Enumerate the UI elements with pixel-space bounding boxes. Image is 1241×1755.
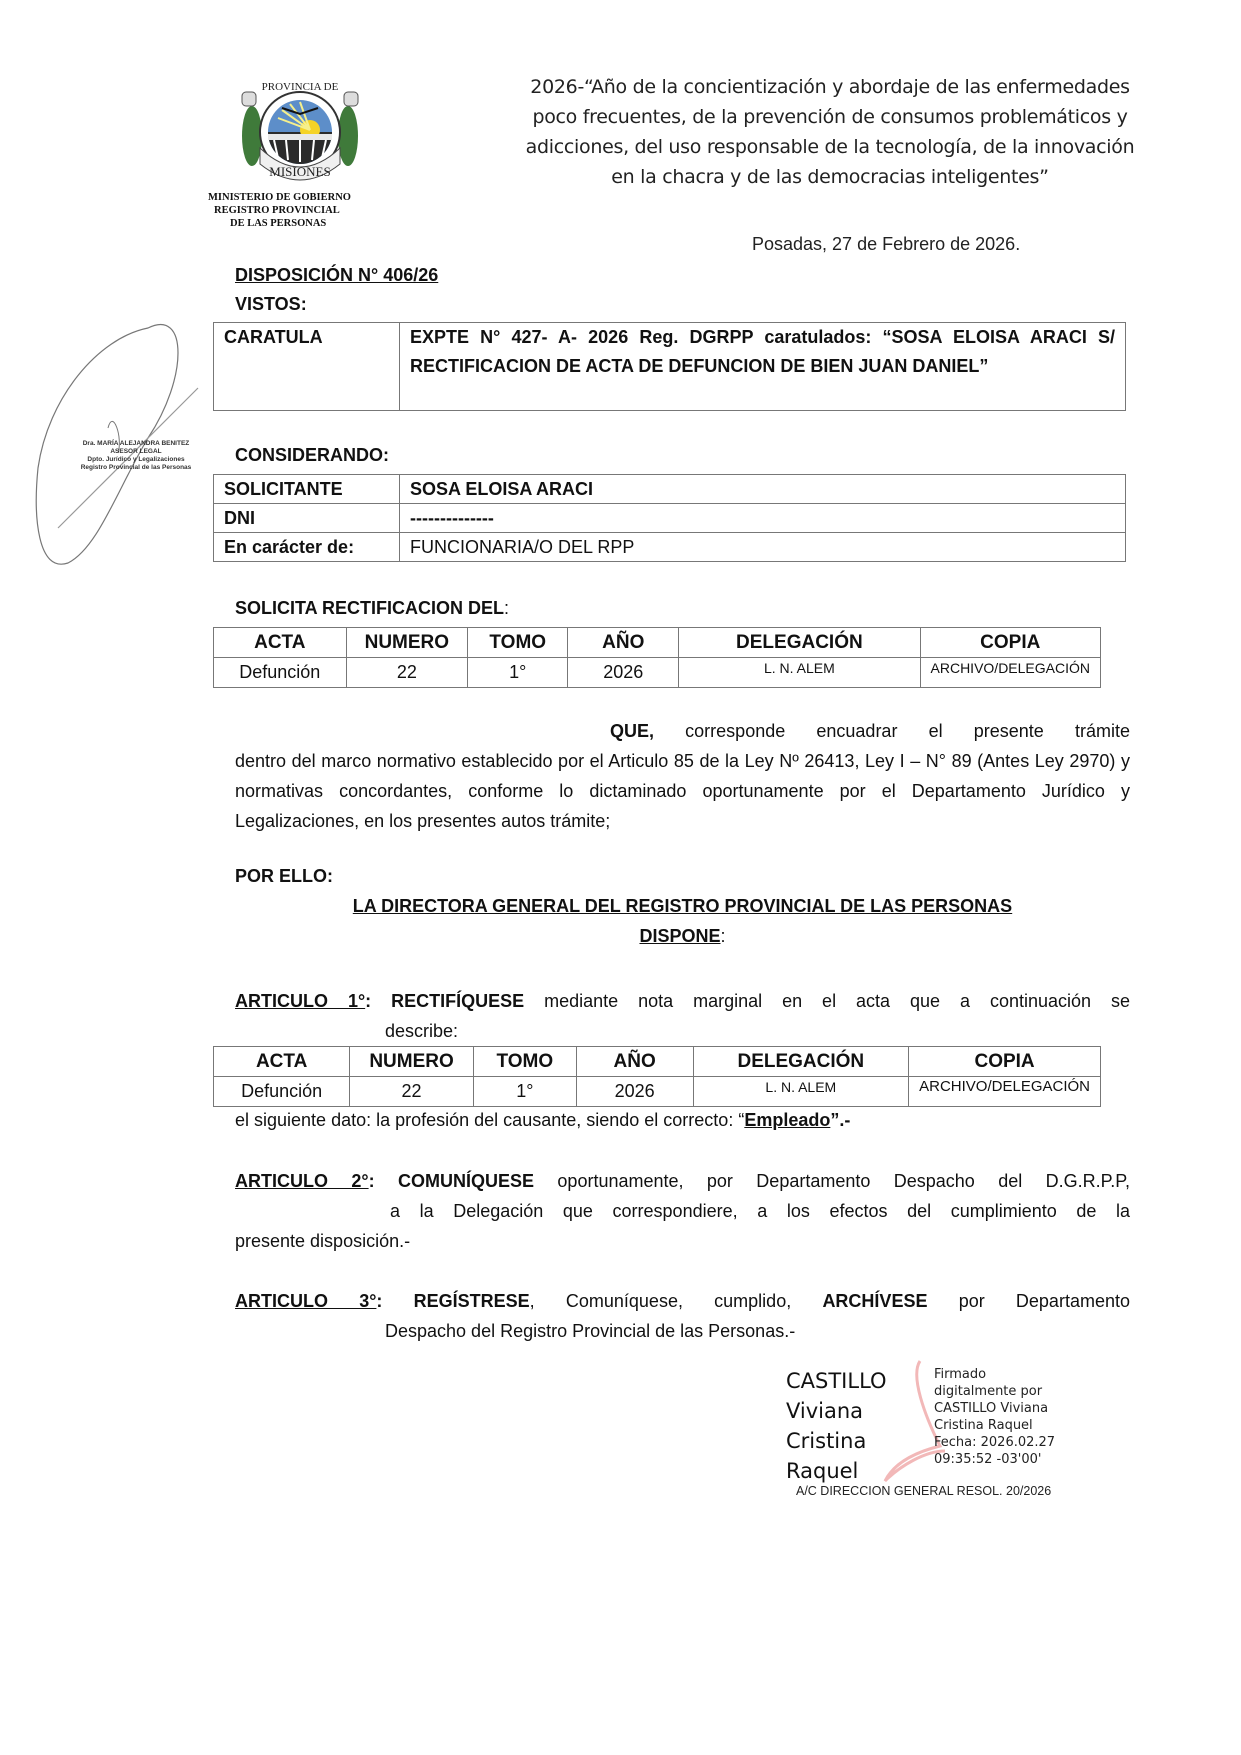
- cell-numero: 22: [346, 658, 468, 688]
- article-2-verb: COMUNÍQUESE: [398, 1171, 535, 1191]
- motto-line: adicciones, del uso responsable de la tecnología, de la innovación: [525, 136, 1135, 158]
- signature-details: [934, 1366, 1055, 1468]
- col-acta: ACTA: [214, 1047, 350, 1077]
- ministry-heading: [208, 191, 398, 230]
- advisor-name: Dra. MARÍA ALEJANDRA BENITEZ: [82, 440, 190, 447]
- signer-name-line: CASTILLO: [786, 1369, 887, 1393]
- disposition-title: DISPOSICIÓN N° 406/26: [235, 265, 439, 285]
- ministry-line-2: REGISTRO PROVINCIAL: [214, 205, 340, 216]
- article-1-label: ARTICULO 1°: [235, 991, 366, 1011]
- cell-tomo: 1°: [473, 1077, 576, 1107]
- dni-value: --------------: [400, 504, 1126, 533]
- article-1-cont: describe:: [385, 1021, 459, 1041]
- article-2-label: ARTICULO 2°: [235, 1171, 369, 1191]
- article-3-cont: Despacho del Registro Provincial de las Personas.-: [385, 1321, 796, 1341]
- article-3-text-b: por Departamento: [958, 1291, 1130, 1311]
- col-copia: COPIA: [920, 628, 1100, 658]
- motto-line: 2026-“Año de la concientización y abordaje de las enfermedades: [530, 76, 1130, 98]
- cell-acta: Defunción: [214, 1077, 350, 1107]
- place-date: Posadas, 27 de Febrero de 2026.: [752, 234, 1021, 254]
- official-year-motto: [520, 72, 1140, 192]
- seal-bottom-text: MISIONES: [269, 164, 331, 179]
- advisor-dept: Dpto. Jurídico y Legalizaciones: [87, 456, 185, 463]
- advisor-registry: Registro Provincial de las Personas: [80, 464, 192, 471]
- vistos-label: VISTOS:: [235, 294, 307, 314]
- signature-detail-line: Cristina Raquel: [934, 1418, 1033, 1433]
- solicitante-value: SOSA ELOISA ARACI: [400, 475, 1126, 504]
- table-row: [214, 475, 1126, 504]
- dato-value: Empleado: [744, 1110, 831, 1130]
- col-delegacion: DELEGACIÓN: [679, 628, 920, 658]
- article-1-verb: RECTIFÍQUESE: [391, 991, 525, 1011]
- motto-line: en la chacra y de las democracias inteligentes”: [611, 166, 1049, 188]
- article-3-verb2: ARCHÍVESE: [822, 1291, 928, 1311]
- table-row: [214, 658, 1101, 688]
- signer-name: [786, 1366, 887, 1486]
- caracter-label: En carácter de:: [214, 533, 400, 562]
- article-3-verb: REGÍSTRESE: [413, 1291, 530, 1311]
- col-ano: AÑO: [568, 628, 679, 658]
- acta-table-rectify: [213, 1046, 1101, 1107]
- col-tomo: TOMO: [468, 628, 568, 658]
- article-2-cont2: presente disposición.-: [235, 1231, 411, 1251]
- table-header-row: [214, 628, 1101, 658]
- signer-name-line: Cristina: [786, 1429, 867, 1453]
- motto-line: poco frecuentes, de la prevención de consumos problemáticos y: [532, 106, 1128, 128]
- col-numero: NUMERO: [346, 628, 468, 658]
- que-lead: QUE,: [610, 721, 655, 741]
- considerando-table: [213, 474, 1126, 562]
- solicitante-label: SOLICITANTE: [214, 475, 400, 504]
- cell-numero: 22: [350, 1077, 474, 1107]
- article-1: ARTICULO 1°: RECTIFÍQUESE mediante nota marginal en el acta que a continuación se describe:: [235, 986, 1130, 1046]
- caratula-table: [213, 322, 1126, 411]
- col-tomo: TOMO: [473, 1047, 576, 1077]
- acta-table-request: [213, 627, 1101, 688]
- article-2: ARTICULO 2°: COMUNÍQUESE oportunamente, por Departamento Despacho del D.G.R.P.P, a la Delegación que correspondiere, a los efectos del cumplimiento de la presente disposición.-: [235, 1166, 1130, 1256]
- caratula-label: CARATULA: [214, 323, 400, 411]
- por-ello: POR ELLO:: [235, 866, 333, 886]
- signer-name-line: Viviana: [786, 1399, 864, 1423]
- col-copia: COPIA: [909, 1047, 1101, 1077]
- directora-heading: LA DIRECTORA GENERAL DEL REGISTRO PROVINCIAL DE LAS PERSONAS: [352, 896, 1013, 916]
- cell-delegacion: L. N. ALEM: [679, 658, 920, 688]
- cell-copia: ARCHIVO/DELEGACIÓN: [920, 658, 1100, 688]
- table-row: [214, 504, 1126, 533]
- signature-resolution: A/C DIRECCION GENERAL RESOL. 20/2026: [796, 1484, 1052, 1498]
- cell-copia: ARCHIVO/DELEGACIÓN: [909, 1077, 1101, 1107]
- article-1-text: mediante nota marginal en el acta que a continuación se: [544, 991, 1130, 1011]
- dispone-label: DISPONE: [639, 926, 721, 946]
- col-acta: ACTA: [214, 628, 347, 658]
- que-body: dentro del marco normativo establecido por el Articulo 85 de la Ley Nº 26413, Ley I – N° 89 (Antes Ley 2970) y normativas concordantes, conforme lo dictaminado oportunamente por el Departamento Jurídico y Legalizaciones, en los presentes autos trámite;: [235, 751, 1130, 831]
- cell-acta: Defunción: [214, 658, 347, 688]
- dato-end: ”.-: [830, 1110, 851, 1130]
- solicita-label: SOLICITA RECTIFICACION DEL: [235, 598, 504, 618]
- seal-top-text: PROVINCIA DE: [261, 81, 339, 93]
- province-seal-logo: [238, 78, 362, 190]
- table-row: [214, 1077, 1101, 1107]
- signature-date: Fecha: 2026.02.27: [934, 1435, 1056, 1450]
- ministry-line-3: DE LAS PERSONAS: [230, 218, 327, 229]
- advisor-title: ASESOR LEGAL: [110, 448, 162, 455]
- que-first-line: corresponde encuadrar el presente trámite: [685, 721, 1130, 741]
- caratula-value: EXPTE N° 427- A- 2026 Reg. DGRPP caratulados: “SOSA ELOISA ARACI S/ RECTIFICACION DE ACTA DE DEFUNCION DE BIEN JUAN DANIEL”: [400, 323, 1126, 411]
- article-2-cont: a la Delegación que correspondiere, a los efectos del cumplimiento de la: [390, 1201, 1130, 1221]
- signature-detail-line: CASTILLO Viviana: [934, 1401, 1049, 1416]
- dispone-heading: DISPONE:: [639, 926, 726, 946]
- signature-detail-line: Firmado: [934, 1367, 987, 1382]
- legal-advisor-signature: [28, 318, 208, 568]
- solicita-heading: SOLICITA RECTIFICACION DEL:: [235, 598, 510, 618]
- cell-ano: 2026: [576, 1077, 693, 1107]
- article-3-label: ARTICULO 3°: [235, 1291, 377, 1311]
- table-row: [214, 533, 1126, 562]
- signature-time: 09:35:52 -03'00': [934, 1452, 1042, 1467]
- signature-detail-line: digitalmente por: [934, 1384, 1043, 1399]
- cell-tomo: 1°: [468, 658, 568, 688]
- cell-delegacion: L. N. ALEM: [693, 1077, 909, 1107]
- article-3: ARTICULO 3°: REGÍSTRESE, Comuníquese, cumplido, ARCHÍVESE por Departamento Despacho del Registro Provincial de las Personas.-: [235, 1286, 1130, 1346]
- signer-name-line: Raquel: [786, 1459, 859, 1483]
- que-paragraph: [235, 716, 1130, 836]
- ministry-line-1: MINISTERIO DE GOBIERNO: [208, 192, 351, 203]
- considerando-label: CONSIDERANDO:: [235, 445, 390, 465]
- corrected-data-line: [235, 1110, 850, 1131]
- col-numero: NUMERO: [350, 1047, 474, 1077]
- article-3-text-a: , Comuníquese, cumplido,: [529, 1291, 792, 1311]
- caracter-value: FUNCIONARIA/O DEL RPP: [400, 533, 1126, 562]
- cell-ano: 2026: [568, 658, 679, 688]
- table-header-row: [214, 1047, 1101, 1077]
- dni-label: DNI: [214, 504, 400, 533]
- col-delegacion: DELEGACIÓN: [693, 1047, 909, 1077]
- col-ano: AÑO: [576, 1047, 693, 1077]
- article-2-text: oportunamente, por Departamento Despacho del D.G.R.P.P,: [557, 1171, 1130, 1191]
- dato-text: el siguiente dato: la profesión del causante, siendo el correcto: “: [235, 1110, 745, 1130]
